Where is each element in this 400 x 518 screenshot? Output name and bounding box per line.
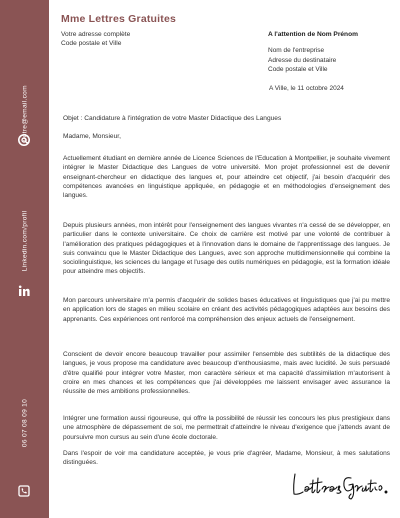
recipient-attention: A l'attention de Nom Prénom xyxy=(268,31,358,38)
sidebar xyxy=(0,0,49,518)
recipient-address: Adresse du destinataire xyxy=(268,56,337,64)
letter xyxy=(61,0,391,518)
sidebar-email-text: votre@email.com xyxy=(21,85,28,141)
at-icon xyxy=(17,133,31,147)
sidebar-linkedin-text: Linkedin.com/profil xyxy=(21,210,28,272)
salutation: Madame, Monsieur, xyxy=(63,133,121,140)
date-line: A Ville, le 11 octobre 2024 xyxy=(269,85,344,92)
recipient-block xyxy=(268,31,398,75)
body-paragraph-3: Mon parcours universitaire m'a permis d'acquérir de solides bases éducatives et linguistiques que j'ai pu mettre en application lors de stages en milieu scolaire en créant des activités pédagogiques adaptées aux besoins des apprenants. Ces expériences ont renforcé ma compréhension des enjeux actuels de l'enseignement. xyxy=(63,297,390,323)
body-paragraph-4: Conscient de devoir encore beaucoup travailler pour assimiler l'ensemble des subtilités de la didactique des langues, je vous propose ma candidature avec beaucoup d'enthousiasme, mais avec lucidité. Je suis persuadé d'être qualifié pour intégrer votre Master, mon caractère sérieux et ma capacité d'assimilation m'autorisent à croire en mes chances et les compétences que j'ai développées me laissent envisager avec assurance la réussite de mes ambitions professionnelles. xyxy=(63,351,390,396)
body-paragraph-1: Actuellement étudiant en dernière année de Licence Sciences de l'Education à Montpellier, je souhaite vivement intégrer le Master Didactique des Langues de votre université. Mon projet professionnel est de devenir enseignant-chercheur en didactique des langues et, pour atteindre cet objectif, j'ai besoin d'acquérir des compétences avancées en linguistique appliquée, en pédagogie et en méthodologies d'enseignement des langues. xyxy=(63,155,390,200)
sender-city: Code postale et Ville xyxy=(61,40,122,47)
recipient-company: Nom de l'entreprise xyxy=(268,47,325,54)
body-paragraph-5: Intégrer une formation aussi rigoureuse, qui offre la possibilité de réussir les concours les plus prestigieux dans une atmosphère de dépassement de soi, me permettrait d'atteindre le niveau d'exigence que j'attends avant de poursuivre mon cursus au sein d'une école doctorale. xyxy=(63,415,390,441)
sidebar-phone-text: 06 07 08 09 10 xyxy=(21,398,28,448)
body-paragraph-6: Dans l'espoir de voir ma candidature acceptée, je vous prie d'agréer, Madame, Monsieur, à mes salutations distinguées. xyxy=(63,450,390,467)
sender-address: Votre adresse complète xyxy=(61,31,131,38)
sidebar-phone xyxy=(0,383,49,463)
body-paragraph-2: Depuis plusieurs années, mon intérêt pour l'enseignement des langues vivantes n'a cessé de se développer, en particulier dans le contexte universitaire. Ce choix de carrière est motivé par une volonté de contribuer à l'amélioration des pratiques pédagogiques et à l'innovation dans le domaine de l'apprentissage des langues. Je suis convaincu que le Master Didactique des Langues, avec son approche multidimensionnelle qui combine la sociolinguistique, les sciences du langage et l'usage des outils numériques en pédagogie, est la formation idéale pour atteindre mes objectifs. xyxy=(63,222,390,276)
linkedin-icon xyxy=(17,284,31,298)
sender-name: Mme Lettres Gratuites xyxy=(61,13,177,25)
recipient-city: Code postale et Ville xyxy=(268,66,328,73)
handwritten-signature xyxy=(289,468,389,502)
phone-icon xyxy=(17,484,31,498)
subject-line: Objet : Candidature à l'intégration de votre Master Didactique des Langues xyxy=(63,115,282,122)
sidebar-linkedin xyxy=(0,200,49,282)
